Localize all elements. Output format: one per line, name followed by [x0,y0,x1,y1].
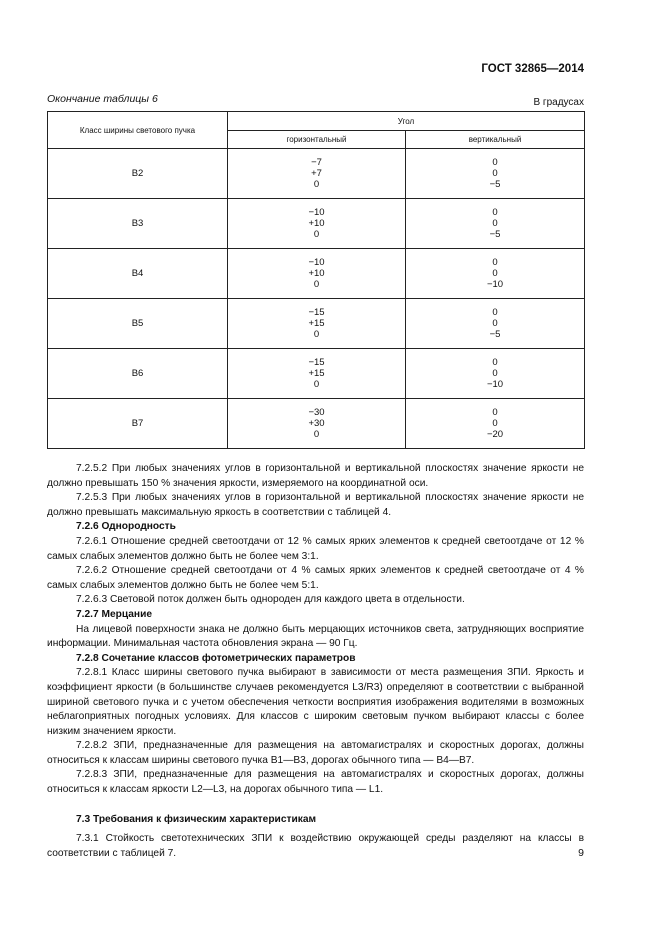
beam-class-cell: B6 [48,349,228,399]
angle-value: −10 [486,279,504,291]
beam-class-cell: B5 [48,299,228,349]
angle-value: +10 [308,217,325,229]
table-row [48,199,585,249]
angle-value: 0 [492,256,498,268]
angle-value: +10 [308,267,325,279]
heading-7-3: 7.3 Требования к физическим характеристикам [76,813,317,825]
body-text [47,462,584,861]
vertical-angle-cell [406,249,585,299]
angle-value: 0 [492,317,498,329]
angle-value: 0 [492,206,498,218]
vertical-angle-cell [406,349,585,399]
horizontal-angle-cell [228,149,406,199]
table-units: В градусах [533,97,584,108]
angle-value: +30 [308,417,325,429]
vertical-angle-cell [406,399,585,449]
angle-value: 0 [313,179,320,191]
angle-value: +7 [311,167,322,179]
angle-value: −10 [308,206,325,218]
horizontal-angle-cell [228,249,406,299]
paragraph-7-2-8-3: 7.2.8.3 ЗПИ, предназначенные для размещения на автомагистралях и скоростных дорогах, должны относиться к классам яркости L2—L3, на дорогах обычного типа — L1. [47,769,584,796]
angle-value: 0 [313,429,320,441]
header-vertical: вертикальный [406,131,585,149]
angle-value: 0 [313,229,320,241]
angle-value: 0 [313,379,320,391]
table-row [48,399,585,449]
angle-value: 0 [492,306,498,318]
beam-class-cell: B4 [48,249,228,299]
beam-class-cell: B7 [48,399,228,449]
angle-value: −10 [486,379,504,391]
angle-value: −5 [489,229,501,241]
paragraph-7-2-5-2: 7.2.5.2 При любых значениях углов в горизонтальной и вертикальной плоскостях значение яркости не должно превышать 150 % значения яркости, измеряемого на координатной оси. [47,463,584,489]
angle-value: 0 [313,329,320,341]
table-caption: Окончание таблицы 6 [47,93,158,105]
angle-value: 0 [492,217,498,229]
angle-value: 0 [492,417,498,429]
angle-value: 0 [492,156,498,168]
standard-number: ГОСТ 32865—2014 [481,63,584,75]
paragraph-7-3-1: 7.3.1 Стойкость светотехнических ЗПИ к воздействию окружающей среды разделяют на классы в соответствии с таблицей 7. [47,833,584,859]
vertical-angle-cell [406,299,585,349]
paragraph-7-2-6-2: 7.2.6.2 Отношение средней светоотдачи от 4 % самых ярких элементов к средней светоотдаче от 4 % самых слабых элементов должно быть не более чем 5:1. [47,565,584,591]
horizontal-angle-cell [228,399,406,449]
angle-value: −20 [486,429,504,441]
header-class: Класс ширины светового пучка [48,112,228,149]
heading-7-2-6: 7.2.6 Однородность [76,521,176,533]
paragraph-7-2-8-2: 7.2.8.2 ЗПИ, предназначенные для размещения на автомагистралях и скоростных дорогах, должны относиться к классам ширины светового пучка B1—B3, дорогах обычного типа — B4—B7. [47,740,584,766]
heading-7-2-8: 7.2.8 Сочетание классов фотометрических параметров [76,652,356,664]
angle-value: 0 [492,267,498,279]
paragraph-7-2-6-1: 7.2.6.1 Отношение средней светоотдачи от 12 % самых ярких элементов к средней светоотдаче от 12 % самых слабых элементов должно быть не более чем 3:1. [47,535,584,562]
angle-value: 0 [492,367,498,379]
angle-value: +15 [308,367,325,379]
table-row [48,149,585,199]
beam-class-cell: B3 [48,199,228,249]
angles-table [47,111,585,449]
header-angle: Угол [228,112,585,131]
horizontal-angle-cell [228,349,406,399]
angle-value: +15 [308,317,325,329]
paragraph-7-2-6-3: 7.2.6.3 Световой поток должен быть однороден для каждого цвета в отдельности. [76,594,465,606]
angle-value: 0 [492,167,498,179]
table-row [48,249,585,299]
angle-value: 0 [492,356,498,368]
paragraph-7-2-7: На лицевой поверхности знака не должно быть мерцающих источников света, затрудняющих восприятие информации. Минимальная частота обновления экрана — 90 Гц. [47,623,584,650]
paragraph-7-2-8-1: 7.2.8.1 Класс ширины светового пучка выбирают в зависимости от места размещения ЗПИ. Яркость и коэффициент яркости (в большинстве случаев рекомендуется L3/R3) определяют в соответствии с выбранной шириной светового пучка и с учетом обеспечения четкости восприятия изображения водителями в возможных неблагоприятных погодных условиях. Для классов с широким световым пучком выбирают классы с более низким значением яркости. [47,667,584,737]
angle-value: −5 [489,329,501,341]
horizontal-angle-cell [228,299,406,349]
table-row [48,299,585,349]
horizontal-angle-cell [228,199,406,249]
angle-value: −5 [489,179,501,191]
angle-value: −15 [308,356,325,368]
header-horizontal: горизонтальный [228,131,406,149]
angle-value: 0 [313,279,320,291]
angle-value: −10 [308,256,325,268]
angle-value: −15 [308,306,325,318]
angle-value: 0 [492,406,498,418]
page-number: 9 [578,847,584,859]
beam-class-cell: B2 [48,149,228,199]
angle-value: −7 [311,156,322,168]
table-row [48,349,585,399]
vertical-angle-cell [406,149,585,199]
paragraph-7-2-5-3: 7.2.5.3 При любых значениях углов в горизонтальной и вертикальной плоскостях значение яркости не должно превышать максимальную яркость в соответствии с таблицей 4. [47,492,584,518]
angle-value: −30 [308,406,325,418]
heading-7-2-7: 7.2.7 Мерцание [76,608,152,620]
vertical-angle-cell [406,199,585,249]
